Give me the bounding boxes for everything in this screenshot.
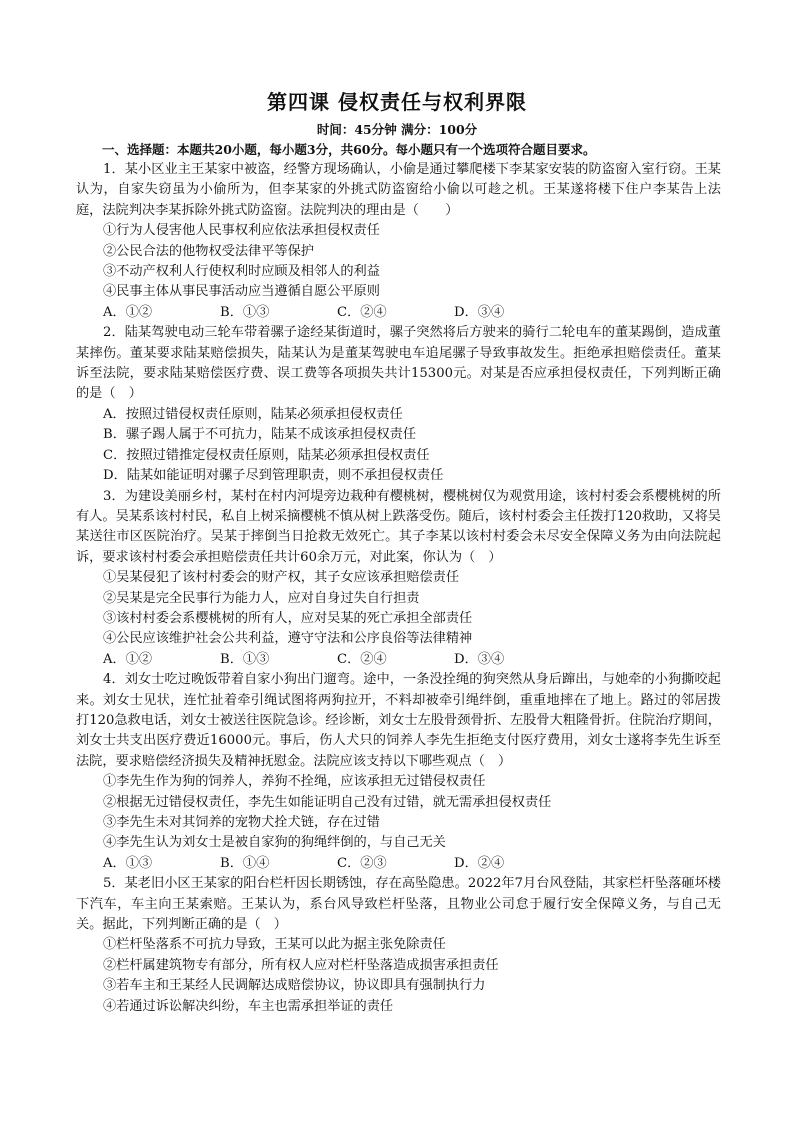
question-2 xyxy=(76,323,721,486)
statement-option: ④公民应该维护社会公共利益，遵守守法和公序良俗等法律精神 xyxy=(103,631,473,647)
question-list xyxy=(76,160,721,1017)
statement-option: ②根据无过错侵权责任，李先生如能证明自己没有过错，就无需承担侵权责任 xyxy=(103,794,552,810)
statement-option: ②吴某是完全民事行为能力人，应对自身过失自行担责 xyxy=(103,590,420,606)
choice-b: B．①④ xyxy=(220,855,270,871)
statement-option: ③该村村委会系樱桃树的所有人，应对吴某的死亡承担全部责任 xyxy=(103,610,473,626)
choice-d: D．③④ xyxy=(454,651,505,667)
choice-d: D．③④ xyxy=(454,304,505,320)
answer-option: C．按照过错推定侵权责任原则，陆某必须承担侵权责任 xyxy=(103,447,430,463)
page-title: 第四课 侵权责任与权利界限 xyxy=(267,90,527,114)
question-3 xyxy=(76,487,721,671)
choice-b: B．①③ xyxy=(220,651,270,667)
choice-c: C．②④ xyxy=(337,651,387,667)
question-5 xyxy=(76,874,721,1017)
question-stem: 2．陆某驾驶电动三轮车带着骡子途经某街道时，骡子突然将后方驶来的骑行二轮电车的董某踢倒，造成董某摔伤。董某要求陆某赔偿损失，陆某认为是董某驾驶电车追尾骡子导致事故发生。拒绝承担赔偿责任。董某诉至法院，要求陆某赔偿医疗费、误工费等各项损失共计15300元。对某是否应承担侵权责任，下列判断正确的是（ ） xyxy=(76,325,721,402)
answer-choices xyxy=(76,650,721,670)
statement-option: ①李先生作为狗的饲养人，养狗不拴绳，应该承担无过错侵权责任 xyxy=(103,774,486,790)
exam-meta: 时间：45分钟 满分：100分 xyxy=(316,122,478,137)
question-4 xyxy=(76,670,721,874)
statement-option: ②公民合法的他物权受法律平等保护 xyxy=(103,243,314,259)
statement-option: ①栏杆坠落系不可抗力导致，王某可以此为据主张免除责任 xyxy=(103,937,446,953)
statement-option: ①行为人侵害他人民事权利应依法承担侵权责任 xyxy=(103,223,380,239)
question-stem: 4．刘女士吃过晚饭带着自家小狗出门遛弯。途中，一条没拴绳的狗突然从身后蹿出，与她牵的小狗撕咬起来。刘女士见状，连忙扯着牵引绳试图将两狗拉开，不料却被牵引绳绊倒，重重地摔在了地上。路过的邻居拨打120急救电话，刘女士被送往医院急诊。经诊断，刘女士左股骨颈骨折、左股骨大粗隆骨折。住院治疗期间，刘女士共支出医疗费近16000元。事后，伤人犬只的饲养人李先生拒绝支付医疗费用，刘女士遂将李先生诉至法院，要求赔偿经济损失及精神抚慰金。法院应该支持以下哪些观点（ ） xyxy=(76,672,721,769)
statement-option: ①吴某侵犯了该村村委会的财产权，其子女应该承担赔偿责任 xyxy=(103,570,460,586)
answer-choices xyxy=(76,854,721,874)
answer-option: B．骡子踢人属于不可抗力，陆某不成该承担侵权责任 xyxy=(103,427,417,443)
statement-option: ③若车主和王某经人民调解达成赔偿协议，协议即具有强制执行力 xyxy=(103,978,486,994)
question-stem: 1．某小区业主王某家中被盗，经警方现场确认，小偷是通过攀爬楼下李某家安装的防盗窗入室行窃。王某认为，自家失窃虽为小偷所为，但李某家的外挑式防盗窗给小偷以可趁之机。王某遂将楼下住户李某告上法庭，法院判决李某拆除外挑式防盗窗。法院判决的理由是（ ） xyxy=(76,162,721,218)
choice-d: D．②④ xyxy=(454,855,505,871)
choice-a: A．①② xyxy=(103,651,153,667)
choice-a: A．①③ xyxy=(103,855,153,871)
answer-option: D．陆某如能证明对骡子尽到管理职责，则不承担侵权责任 xyxy=(103,468,444,484)
question-1 xyxy=(76,160,721,323)
answer-option: A．按照过错侵权责任原则，陆某必须承担侵权责任 xyxy=(103,406,403,422)
answer-choices xyxy=(76,303,721,323)
choice-b: B．①③ xyxy=(220,304,270,320)
statement-option: ④李先生认为刘女士是被自家狗的狗绳绊倒的，与自己无关 xyxy=(103,835,446,851)
question-stem: 5．某老旧小区王某家的阳台栏杆因长期锈蚀，存在高坠隐患。2022年7月台风登陆，其家栏杆坠落砸坏楼下汽车，车主向王某索赔。王某认为，系台风导致栏杆坠落，且物业公司怠于履行安全保障义务，与自己无关。据此，下列判断正确的是（ ） xyxy=(76,876,721,933)
statement-option: ②栏杆属建筑物专有部分，所有权人应对栏杆坠落造成损害承担责任 xyxy=(103,957,499,973)
choice-a: A．①② xyxy=(103,304,153,320)
statement-option: ④若通过诉讼解决纠纷，车主也需承担举证的责任 xyxy=(103,998,394,1014)
section-heading: 一、选择题：本题共20小题，每小题3分，共60分。每小题只有一个选项符合题目要求。 xyxy=(102,142,596,157)
question-stem: 3．为建设美丽乡村，某村在村内河堤旁边栽种有樱桃树，樱桃树仅为观赏用途，该村村委会系樱桃树的所有人。吴某系该村村民，私自上树采摘樱桃不慎从树上跌落受伤。随后，该村村委会主任拨打120救助，又将吴某送往市区医院治疗。吴某于摔倒当日抢救无效死亡。其子李某以该村村委会未尽安全保障义务为由向法院起诉，要求该村村委会承担赔偿责任共计60余万元，对此案，你认为（ ） xyxy=(76,488,721,565)
choice-c: C．②③ xyxy=(337,855,387,871)
statement-option: ③李先生未对其饲养的宠物犬拴犬链，存在过错 xyxy=(103,815,380,830)
statement-option: ③不动产权利人行使权利时应顾及相邻人的利益 xyxy=(103,264,380,280)
statement-option: ④民事主体从事民事活动应当遵循自愿公平原则 xyxy=(103,284,380,300)
choice-c: C．②④ xyxy=(337,304,387,320)
